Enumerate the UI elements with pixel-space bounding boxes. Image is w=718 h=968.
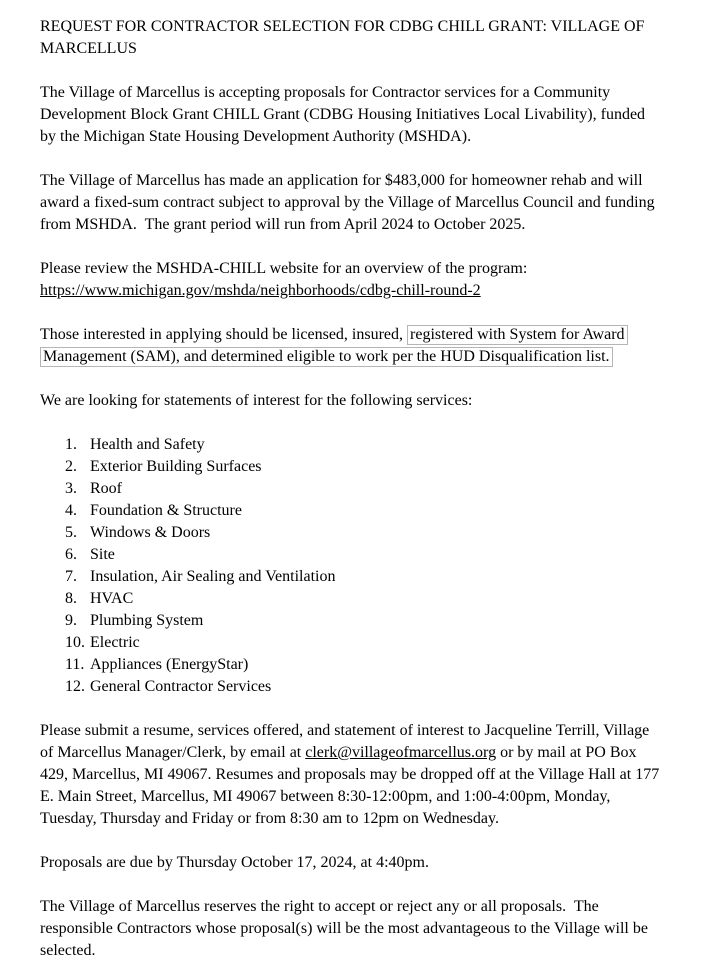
list-item-label: Appliances (EnergyStar): [90, 656, 249, 673]
list-item: [65, 478, 682, 500]
text-run: The Village of Marcellus has made an application for $483,000 for homeowner rehab and will: [40, 172, 643, 189]
text-line: [40, 214, 682, 236]
text-run: Proposals are due by Thursday October 17, 2024, at 4:40pm.: [40, 854, 429, 871]
text-line: [40, 82, 682, 104]
list-item-label: Insulation, Air Sealing and Ventilation: [90, 568, 336, 585]
text-run: by the Michigan State Housing Development Authority (MSHDA).: [40, 128, 472, 145]
eligibility-paragraph: [40, 324, 682, 368]
list-item-number: 2.: [65, 458, 77, 475]
text-run: We are looking for statements of interest for the following services:: [40, 392, 473, 409]
intro-paragraph: [40, 82, 682, 148]
text-run: Development Block Grant CHILL Grant (CDBG Housing Initiatives Local Livability), funded: [40, 106, 646, 123]
tracked-change-box: Management (SAM), and determined eligible to work per the HUD Disqualification list.: [40, 347, 613, 367]
list-item-label: Windows & Doors: [90, 524, 211, 541]
list-item: [65, 566, 682, 588]
text-line: [40, 764, 682, 786]
list-item-number: 11.: [65, 656, 85, 673]
text-run: from MSHDA. The grant period will run from April 2024 to October 2025.: [40, 216, 526, 233]
list-item: [65, 654, 682, 676]
list-item: [65, 434, 682, 456]
text-run: Please review the MSHDA-CHILL website for an overview of the program:: [40, 260, 528, 277]
text-run: The Village of Marcellus reserves the right to accept or reject any or all proposals. The: [40, 898, 599, 915]
text-run: The Village of Marcellus is accepting proposals for Contractor services for a Community: [40, 84, 611, 101]
list-item: [65, 500, 682, 522]
list-item-label: Foundation & Structure: [90, 502, 242, 519]
text-line: [40, 280, 682, 302]
text-run: Tuesday, Thursday and Friday or from 8:30 am to 12pm on Wednesday.: [40, 810, 499, 827]
text-line: [40, 940, 682, 962]
text-line: [40, 896, 682, 918]
text-line: [40, 126, 682, 148]
list-item: [65, 632, 682, 654]
website-paragraph: [40, 258, 682, 302]
text-line: [40, 786, 682, 808]
list-item: [65, 544, 682, 566]
list-item-label: HVAC: [90, 590, 134, 607]
tracked-change-box: registered with System for Award: [407, 325, 627, 345]
list-item-number: 1.: [65, 436, 77, 453]
text-line: [40, 390, 682, 412]
list-item-number: 8.: [65, 590, 77, 607]
list-item-label: Roof: [90, 480, 122, 497]
text-run: REQUEST FOR CONTRACTOR SELECTION FOR CDBG CHILL GRANT: VILLAGE OF: [40, 18, 645, 35]
list-item-number: 10.: [65, 634, 85, 651]
services-intro: [40, 390, 682, 412]
deadline-paragraph: [40, 852, 682, 874]
text-run: E. Main Street, Marcellus, MI 49067 between 8:30-12:00pm, and 1:00-4:00pm, Monday,: [40, 788, 611, 805]
document-title: [40, 16, 682, 60]
text-line: [40, 258, 682, 280]
text-line: [40, 38, 682, 60]
text-run: selected.: [40, 942, 96, 959]
text-line: [40, 324, 682, 346]
text-run: 429, Marcellus, MI 49067. Resumes and proposals may be dropped off at the Village Hall at 177: [40, 766, 660, 783]
text-run: award a fixed-sum contract subject to approval by the Village of Marcellus Council and funding: [40, 194, 655, 211]
list-item-number: 12.: [65, 678, 85, 695]
text-run: Those interested in applying should be licensed, insured,: [40, 326, 408, 343]
program-website-link[interactable]: https://www.michigan.gov/mshda/neighborhoods/cdbg-chill-round-2: [40, 282, 481, 299]
text-run: Please submit a resume, services offered, and statement of interest to Jacqueline Terrill, Village: [40, 722, 650, 739]
list-item: [65, 522, 682, 544]
list-item: [65, 610, 682, 632]
list-item-label: Electric: [90, 634, 140, 651]
list-item: [65, 456, 682, 478]
text-line: [40, 16, 682, 38]
list-item-label: Site: [90, 546, 115, 563]
text-line: [40, 918, 682, 940]
list-item-number: 4.: [65, 502, 77, 519]
list-item-label: Exterior Building Surfaces: [90, 458, 262, 475]
list-item-label: General Contractor Services: [90, 678, 272, 695]
list-item: [65, 588, 682, 610]
list-item-number: 3.: [65, 480, 77, 497]
text-line: [40, 808, 682, 830]
text-line: [40, 720, 682, 742]
text-run: or by mail at PO Box: [496, 744, 637, 761]
text-line: [40, 742, 682, 764]
services-list: [65, 434, 682, 698]
list-item-number: 6.: [65, 546, 77, 563]
text-run: of Marcellus Manager/Clerk, by email at: [40, 744, 306, 761]
text-line: [40, 170, 682, 192]
list-item-label: Plumbing System: [90, 612, 204, 629]
list-item-number: 9.: [65, 612, 77, 629]
application-paragraph: [40, 170, 682, 236]
list-item-number: 7.: [65, 568, 77, 585]
list-item: [65, 676, 682, 698]
list-item-number: 5.: [65, 524, 77, 541]
text-line: [40, 104, 682, 126]
text-run: MARCELLUS: [40, 40, 137, 57]
rights-paragraph: [40, 896, 682, 962]
submission-paragraph: [40, 720, 682, 830]
text-line: [40, 346, 682, 368]
clerk-email-link[interactable]: clerk@villageofmarcellus.org: [305, 744, 497, 761]
text-run: responsible Contractors whose proposal(s) will be the most advantageous to the Village will be: [40, 920, 648, 937]
text-line: [40, 192, 682, 214]
list-item-label: Health and Safety: [90, 436, 205, 453]
text-line: [40, 852, 682, 874]
